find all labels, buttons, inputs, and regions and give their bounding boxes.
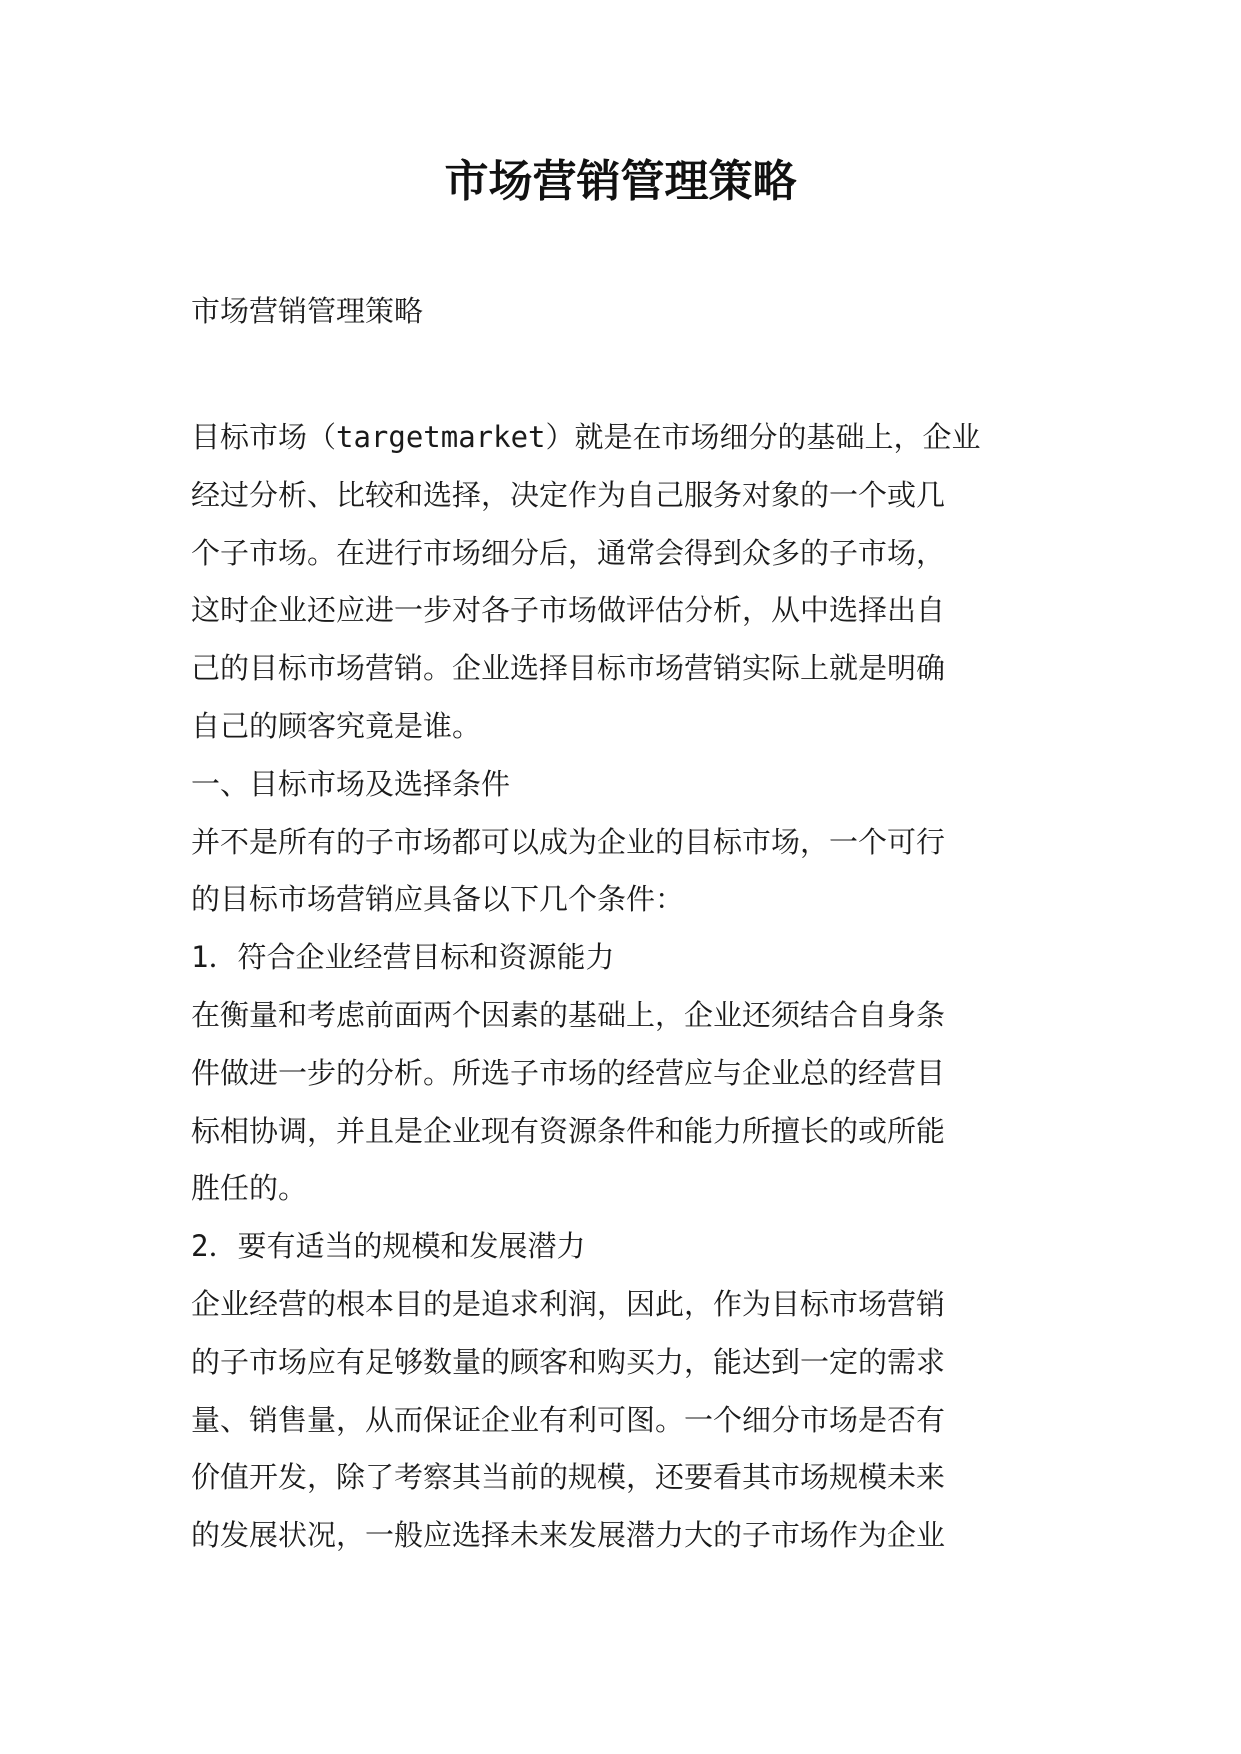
body-line: 企业经营的根本目的是追求利润，因此，作为目标市场营销 bbox=[191, 1286, 946, 1321]
body-line: 个子市场。在进行市场细分后，通常会得到众多的子市场， bbox=[191, 535, 946, 570]
document-body bbox=[191, 409, 1071, 1565]
list-item-heading: 1．符合企业经营目标和资源能力 bbox=[191, 940, 615, 975]
body-line: 价值开发，除了考察其当前的规模，还要看其市场规模未来 bbox=[191, 1460, 946, 1495]
body-line: 己的目标市场营销。企业选择目标市场营销实际上就是明确 bbox=[191, 651, 946, 686]
list-item-heading: 2．要有适当的规模和发展潜力 bbox=[191, 1229, 586, 1264]
body-line: 标相协调，并且是企业现有资源条件和能力所擅长的或所能 bbox=[191, 1113, 946, 1148]
body-line: 自己的顾客究竟是谁。 bbox=[191, 708, 482, 743]
body-line: 目标市场（targetmarket）就是在市场细分的基础上，企业 bbox=[191, 420, 981, 454]
body-line: 并不是所有的子市场都可以成为企业的目标市场，一个可行 bbox=[191, 824, 946, 859]
body-line: 经过分析、比较和选择，决定作为自己服务对象的一个或几 bbox=[191, 477, 946, 512]
body-line: 的子市场应有足够数量的顾客和购买力，能达到一定的需求 bbox=[191, 1344, 946, 1379]
body-line: 胜任的。 bbox=[191, 1171, 308, 1206]
body-line: 在衡量和考虑前面两个因素的基础上，企业还须结合自身条 bbox=[191, 997, 946, 1032]
body-line: 的目标市场营销应具备以下几个条件： bbox=[191, 882, 685, 917]
document-title: 市场营销管理策略 bbox=[444, 156, 797, 207]
body-line: 的发展状况，一般应选择未来发展潜力大的子市场作为企业 bbox=[191, 1518, 946, 1553]
body-line: 量、销售量，从而保证企业有利可图。一个细分市场是否有 bbox=[191, 1402, 946, 1437]
document-subtitle: 市场营销管理策略 bbox=[191, 294, 424, 328]
section-heading: 一、目标市场及选择条件 bbox=[191, 766, 511, 801]
body-line: 这时企业还应进一步对各子市场做评估分析，从中选择出自 bbox=[191, 593, 946, 628]
body-line: 件做进一步的分析。所选子市场的经营应与企业总的经营目 bbox=[191, 1055, 946, 1090]
